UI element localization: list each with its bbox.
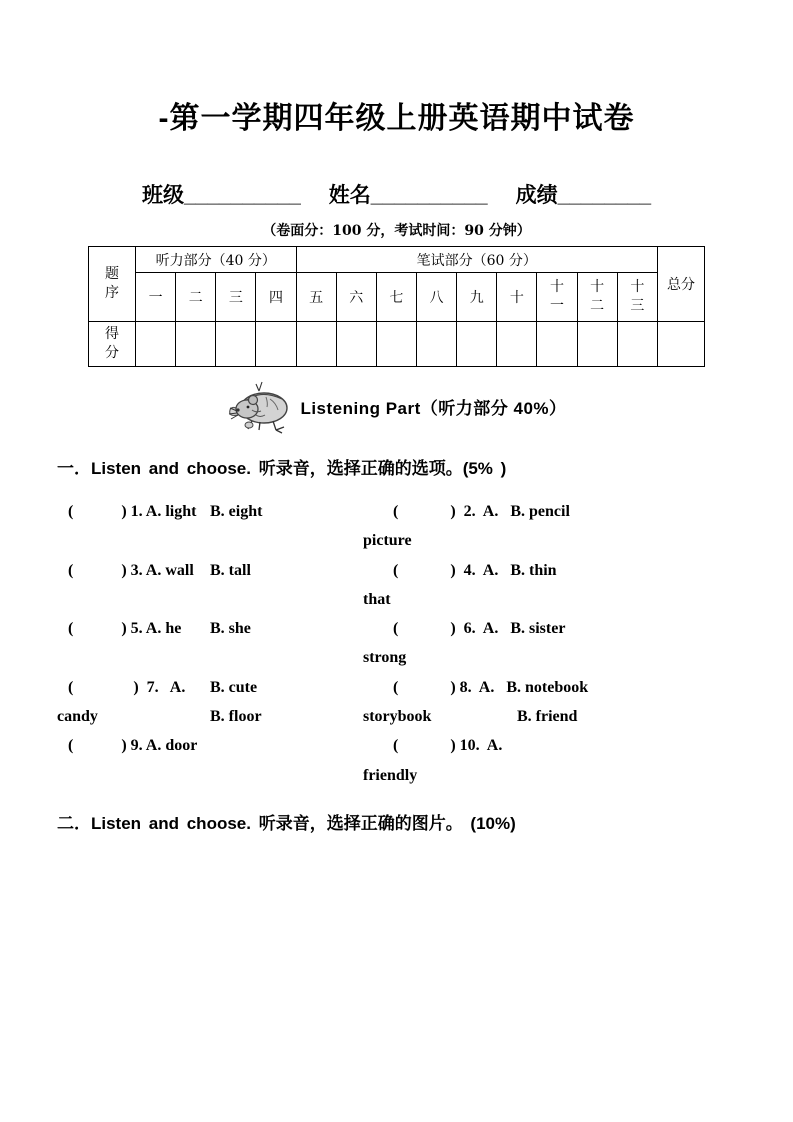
column-header-6: 六 [336,273,376,322]
score-cell-8 [416,322,456,367]
question-text: B. friend [517,708,578,726]
column-header-4: 四 [256,273,296,322]
column-header-7: 七 [376,273,416,322]
score-row-header-label: 得 分 [105,326,119,361]
score-cell-14 [658,322,705,367]
column-header-2: 二 [176,273,216,322]
question-line-8 [57,706,736,735]
column-header-12: 十 二 [577,273,617,322]
score-table-header-row [89,247,705,273]
corner-header-cell [89,247,136,322]
column-header-1: 一 [136,273,176,322]
name-field: 姓名__________ [328,184,488,207]
question-text: ( ) 4. A. B. thin [393,561,557,579]
question-text: ( ) 7. A. [68,678,186,696]
column-header-10: 十 [497,273,537,322]
question-text: candy [57,708,98,726]
question-text: ( ) 5. A. he [68,620,182,638]
column-header-13: 十 三 [617,273,657,322]
column-header-3: 三 [216,273,256,322]
listening-part-title: Listening Part（听力部分 40%） [300,398,567,418]
score-table [88,246,705,367]
question-text: B. floor [210,708,262,726]
question-text: ( ) 10. A. [393,737,503,755]
question-text: B. she [210,620,251,638]
question-text: ( ) 3. A. wall [68,561,194,579]
score-cell-4 [256,322,296,367]
question-line-3 [57,560,736,589]
score-cell-9 [457,322,497,367]
score-cell-12 [577,322,617,367]
question-text: B. tall [210,561,251,579]
score-field: 成绩________ [515,184,652,207]
column-header-5: 五 [296,273,336,322]
question-text: ( ) 6. A. B. sister [393,620,566,638]
question-line-4 [57,589,736,618]
question-line-1 [57,501,736,530]
score-cell-10 [497,322,537,367]
score-cell-5 [296,322,336,367]
question-line-6 [57,647,736,676]
question-text: ( ) 9. A. door [68,737,198,755]
score-cell-13 [617,322,657,367]
score-cell-11 [537,322,577,367]
column-header-9: 九 [457,273,497,322]
score-table-score-row [89,322,705,367]
question-text: friendly [363,766,418,784]
student-info-line [57,181,736,211]
question-line-10 [57,765,736,794]
question-text: that [363,590,391,608]
question-line-9 [57,735,736,764]
corner-header-label: 题 序 [105,266,119,301]
question-line-7 [57,677,736,706]
question-line-2 [57,530,736,559]
score-cell-3 [216,322,256,367]
question-text: ( ) 1. A. light [68,503,197,520]
exam-note: （卷面分：100 分，考试时间：90 分钟） [262,223,531,239]
section-one-questions [57,501,736,794]
score-cell-6 [336,322,376,367]
question-text: strong [363,649,407,667]
question-text: ( ) 8. A. B. notebook [393,678,589,696]
column-header-11: 十 一 [537,273,577,322]
listening-part-header [57,377,736,435]
question-line-5 [57,618,736,647]
question-text: picture [363,532,412,550]
score-table-columns-row [89,273,705,322]
written-section-header: 笔试部分（60 分） [296,247,657,273]
score-cell-7 [376,322,416,367]
total-header-cell: 总分 [658,247,705,322]
score-cell-1 [136,322,176,367]
question-text: ( ) 2. A. B. pencil [393,503,570,520]
section-two-heading: 二．Listen and choose. 听录音，选择正确的图片。 (10%) [57,813,516,833]
column-header-8: 八 [416,273,456,322]
question-text: B. cute [210,678,258,696]
score-row-header-cell [89,322,136,367]
section-one-heading: 一．Listen and choose. 听录音，选择正确的选项。(5% ) [57,459,507,478]
question-text: B. eight [210,503,263,520]
mouse-cartoon-icon [226,377,294,435]
score-cell-2 [176,322,216,367]
page-title: -第一学期四年级上册英语期中试卷 [158,102,635,135]
question-text: storybook [363,708,432,726]
listening-section-header: 听力部分（40 分） [136,247,297,273]
class-field: 班级__________ [141,184,301,207]
